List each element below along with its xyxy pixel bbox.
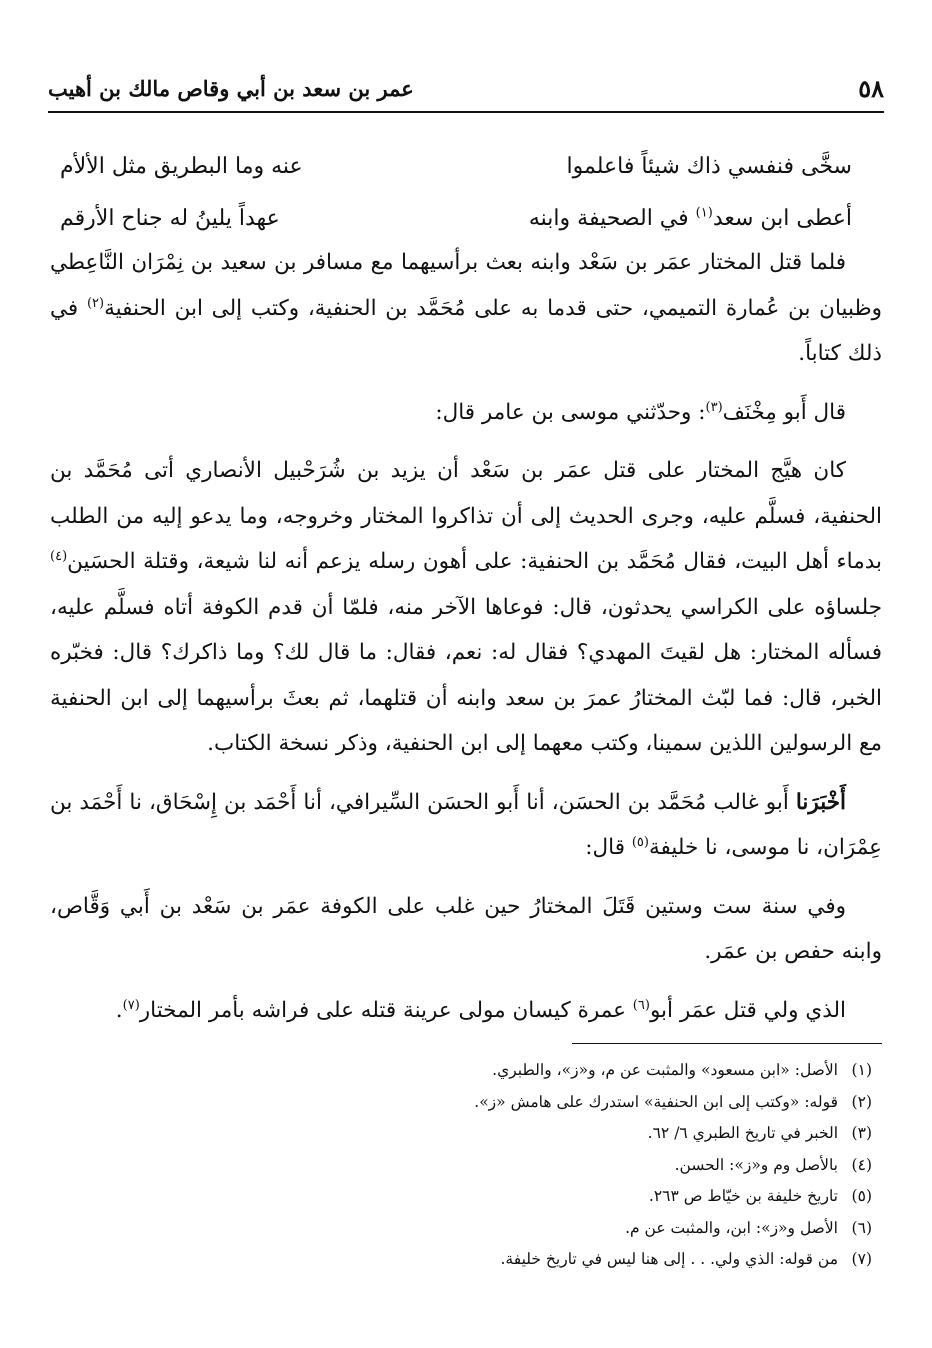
footnote — [100, 1118, 872, 1150]
paragraph: أَخْبَرَنا أَبو غالب مُحَمَّد بن الحسَن، أنا أَبو الحسَن السِّيرافي، أنا أَحْمَد بن إِسْحَاق، نا أَحْمَد بن عِمْرَان، نا موسى، نا خليفة$^{(٥)}$ قال: — [50, 789, 882, 860]
verse-hemistich-second: عنه وما البطريق مثل الألأم — [60, 153, 303, 179]
poem-verses — [60, 140, 852, 244]
footnote-text: الأصل: «ابن مسعود» والمثبت عن م، و«ز»، والطبري. — [492, 1061, 838, 1079]
footnote — [100, 1055, 872, 1087]
footnote — [100, 1244, 872, 1276]
footnote-ref: (٢) — [86, 295, 105, 311]
footnote-number: (٢) — [851, 1092, 872, 1111]
footnote-ref: (٥) — [631, 834, 649, 850]
footnote-number: (٣) — [851, 1124, 872, 1142]
footnote-number: (٧) — [851, 1250, 872, 1268]
page-number: ٥٨ — [858, 73, 884, 103]
paragraph: قال أَبو مِخْنَف$^{(٣)}$: وحدّثني موسى بن عامر قال: — [435, 399, 846, 425]
footnote-ref: (٣) — [705, 399, 723, 415]
running-header — [48, 68, 884, 108]
footnote-text: بالأصل وم و«ز»: الحسن. — [674, 1155, 838, 1174]
footnote-ref: (٦) — [632, 997, 650, 1013]
footnote-ref: (٤) — [50, 548, 68, 564]
footnote-text: الخبر في تاريخ الطبري ٦/ ٦٢. — [647, 1124, 838, 1142]
footnote-text: تاريخ خليفة بن خيّاط ص ٢٦٣. — [648, 1187, 838, 1205]
footnote — [100, 1213, 872, 1245]
footnote-rule — [572, 1043, 882, 1044]
footnote-text: من قوله: الذي ولي. . . إلى هنا ليس في تاريخ خليفة. — [500, 1250, 838, 1268]
footnote — [100, 1181, 872, 1213]
footnote-number: (١) — [851, 1061, 872, 1079]
footnote — [100, 1150, 872, 1182]
footnote-number: (٦) — [851, 1218, 872, 1237]
header-title: عمر بن سعد بن أبي وقاص مالك بن أهيب — [48, 75, 414, 101]
footnote — [100, 1087, 872, 1119]
footnote-number: (٤) — [851, 1155, 872, 1174]
header-rule — [48, 111, 884, 113]
verse-hemistich-second: عهداً يلينُ له جناح الأرقم — [60, 205, 280, 231]
isnad-lead: أَخْبَرَنا — [795, 789, 846, 815]
verse-line — [60, 140, 852, 192]
footnote-number: (٥) — [851, 1187, 872, 1205]
verse-hemistich-first: أعطى ابن سعد$^{(١)}$ في الصحيفة وابنه — [528, 205, 852, 231]
paragraph: الذي ولي قتل عمَر أبو$^{(٦)}$ عمرة كيسان مولى عرينة قتله على فراشه بأمر المختار$^{(٧)}$. — [115, 997, 846, 1023]
verse-line — [60, 192, 852, 244]
main-text — [50, 240, 882, 1046]
paragraph: كان هيَّج المختار على قتل عمَر بن سَعْد أن يزيد بن شُرَحْبيل الأنصاري أتى مُحَمَّد بن الحنفية، فسلَّم عليه، وجرى الحديث إلى أن تذاكروا المختار وخروجه، وما يدعو إليه من الطلب بدماء أهل البيت، فقال مُحَمَّد بن الحنفية: على أهون رسله يزعم أنه لنا شيعة، وقتلة الحسَين$^{(٤)}$ جلساؤه على الكراسي يحدثون، قال: فوعاها الآخر منه، فلمّا أن قدم الكوفة أتاه فسلَّم عليه، فسأله المختار: هل لقيتَ المهدي؟ فقال له: نعم، فقال: ما قال لك؟ وما ذاكرك؟ قال: فخبّره الخبر، قال: فما لبّث المختارُ عمرَ بن سعد وابنه أن قتلهما، ثم بعثَ برأسيهما إلى ابن الحنفية مع الرسولين اللذين سمينا، وكتب معهما إلى ابن الحنفية، وذكر نسخة الكتاب. — [50, 458, 882, 756]
verse-hemistich-first: سخَّى فنفسي ذاك شيئاً فاعلموا — [566, 153, 852, 179]
footnotes — [100, 1055, 872, 1276]
paragraph: فلما قتل المختار عمَر بن سَعْد وابنه بعث برأسيهما مع مسافر بن سعيد بن نِمْرَان النَّاعِطي وظبيان بن عُمارة التميمي، حتى قدما به على مُحَمَّد بن الحنفية، وكتب إلى ابن الحنفية$^{(٢)}$ في ذلك كتاباً. — [50, 250, 882, 366]
footnote-text: قوله: «وكتب إلى ابن الحنفية» استدرك على هامش «ز». — [474, 1092, 838, 1111]
paragraph: وفي سنة ست وستين قَتَلَ المختارُ حين غلب على الكوفة عمَر بن سَعْد بن أَبي وَقَّاص، وابنه حفص بن عمَر. — [50, 893, 882, 964]
footnote-ref: (٧) — [122, 997, 140, 1013]
footnote-ref: (١) — [695, 205, 713, 221]
footnote-text: الأصل و«ز»: ابن، والمثبت عن م. — [625, 1218, 838, 1237]
